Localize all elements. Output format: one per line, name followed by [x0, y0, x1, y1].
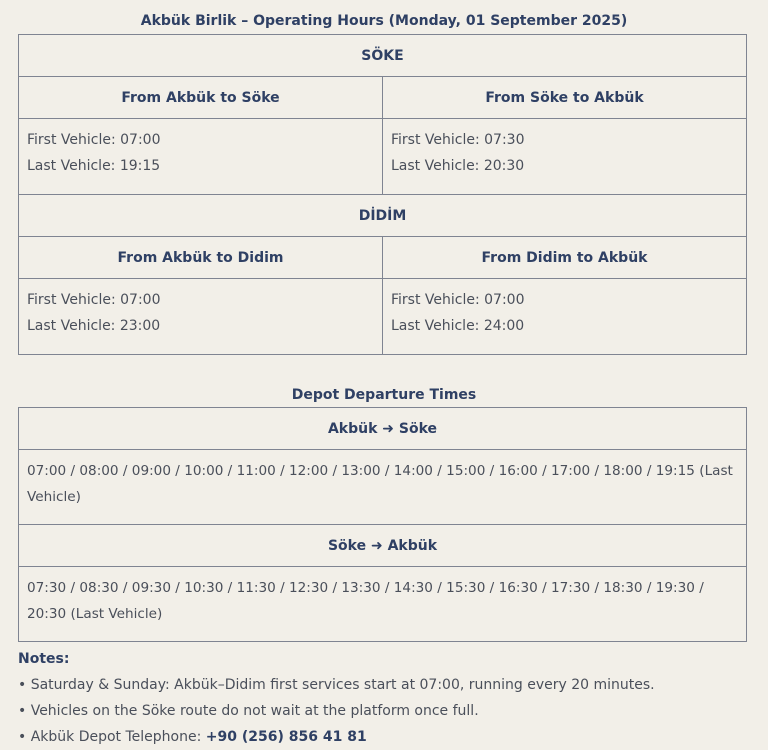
- note-platform-policy: • Vehicles on the Söke route do not wait at the platform once full.: [18, 703, 479, 719]
- depot-times-soke-to-akbuk: 07:30 / 08:30 / 09:30 / 10:30 / 11:30 / 12:30 / 13:30 / 14:30 / 15:30 / 16:30 / 17:30 / 18:30 / 19:30 / 20:30 (Last Vehicle): [19, 567, 747, 642]
- direction-header-akbuk-to-didim: From Akbük to Didim: [19, 237, 383, 279]
- notes-section: [18, 646, 768, 750]
- hours-cell-soke-to-akbuk: [383, 119, 747, 195]
- depot-route-header-soke-to-akbuk: Söke ➜ Akbük: [19, 525, 747, 567]
- section-header-soke: SÖKE: [19, 35, 747, 77]
- operating-hours-table: [18, 34, 747, 355]
- last-vehicle-text: Last Vehicle: 19:15: [27, 158, 161, 174]
- first-vehicle-text: First Vehicle: 07:00: [27, 292, 161, 308]
- phone-label: • Akbük Depot Telephone:: [18, 729, 206, 745]
- direction-header-akbuk-to-soke: From Akbük to Söke: [19, 77, 383, 119]
- first-vehicle-text: First Vehicle: 07:00: [391, 292, 525, 308]
- page-title: Akbük Birlik – Operating Hours (Monday, 01 September 2025): [140, 13, 628, 29]
- direction-header-didim-to-akbuk: From Didim to Akbük: [383, 237, 747, 279]
- section-header-didim: DİDİM: [19, 195, 747, 237]
- phone-number: +90 (256) 856 41 81: [205, 729, 367, 745]
- hours-cell-akbuk-to-didim: [19, 279, 383, 355]
- last-vehicle-text: Last Vehicle: 23:00: [27, 318, 161, 334]
- last-vehicle-text: Last Vehicle: 24:00: [391, 318, 525, 334]
- depot-departures-table: [18, 407, 747, 642]
- last-vehicle-text: Last Vehicle: 20:30: [391, 158, 525, 174]
- hours-cell-akbuk-to-soke: [19, 119, 383, 195]
- notes-title: Notes:: [18, 651, 70, 667]
- depot-title: Depot Departure Times: [291, 387, 477, 403]
- first-vehicle-text: First Vehicle: 07:00: [27, 132, 161, 148]
- depot-times-akbuk-to-soke: 07:00 / 08:00 / 09:00 / 10:00 / 11:00 / 12:00 / 13:00 / 14:00 / 15:00 / 16:00 / 17:00 / 18:00 / 19:15 (Last Vehicle): [19, 450, 747, 525]
- direction-header-soke-to-akbuk: From Söke to Akbük: [383, 77, 747, 119]
- note-weekend-service: • Saturday & Sunday: Akbük–Didim first services start at 07:00, running every 20 minutes.: [18, 677, 655, 693]
- note-depot-phone: [18, 724, 768, 750]
- depot-route-header-akbuk-to-soke: Akbük ➜ Söke: [19, 408, 747, 450]
- hours-cell-didim-to-akbuk: [383, 279, 747, 355]
- first-vehicle-text: First Vehicle: 07:30: [391, 132, 525, 148]
